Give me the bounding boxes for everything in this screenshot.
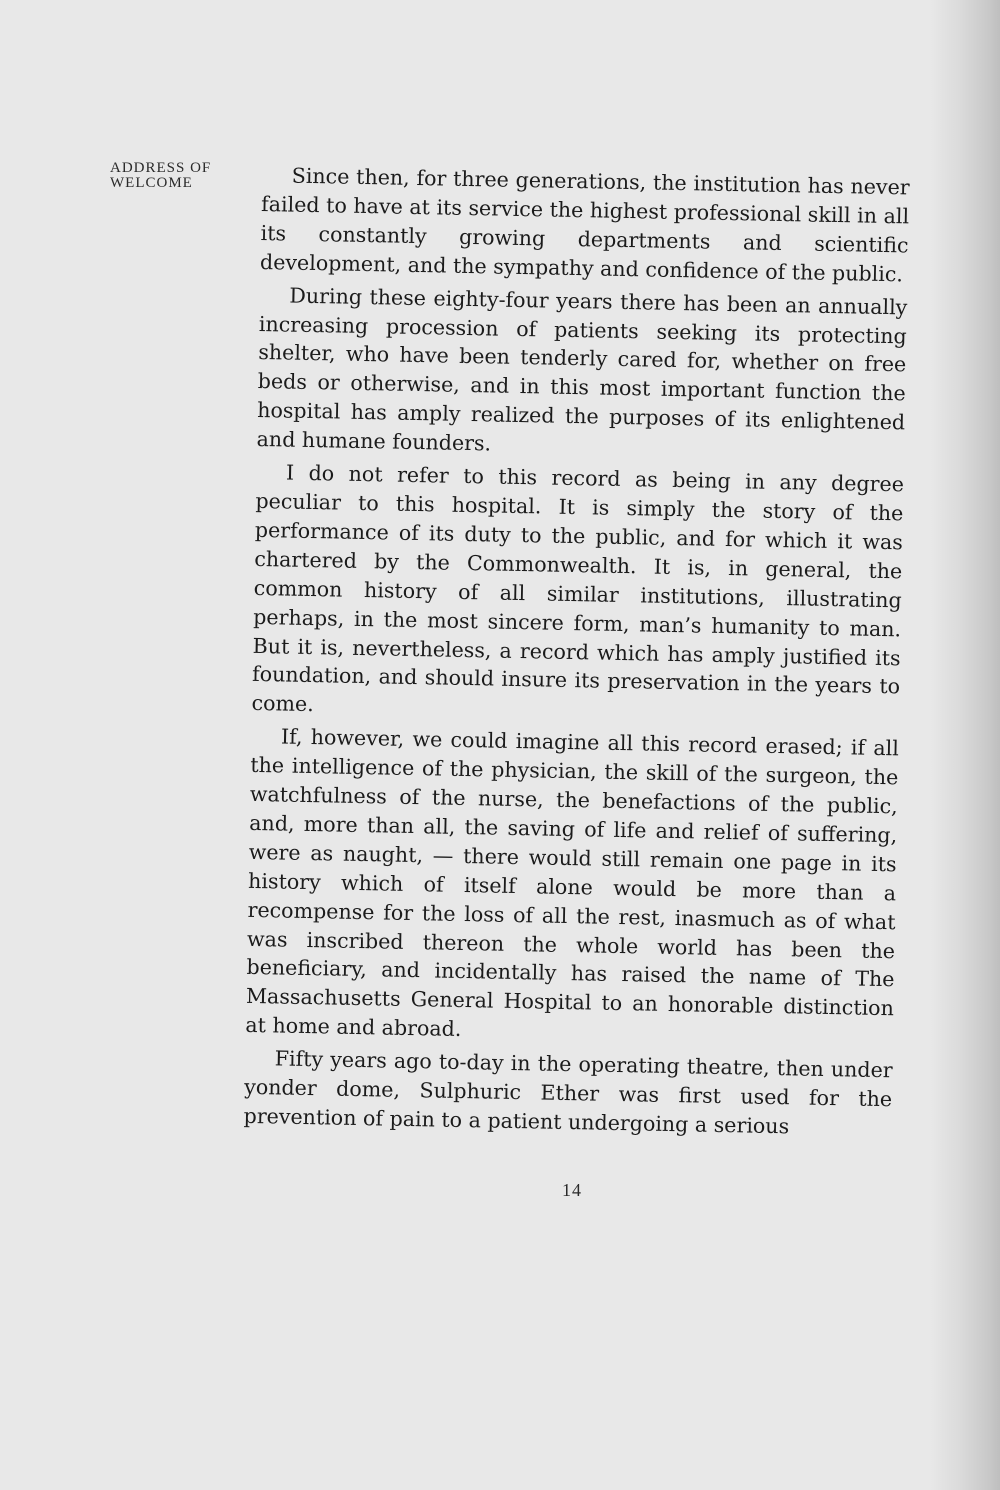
running-side-heading [110, 161, 260, 191]
paragraph-3: I do not refer to this record as being in any degree peculiar to this hospital. It is simply the story of the performance of its duty to the public, and for which it was chartered by the Commonwealth. It is, in general, the common history of all similar institutions, illustrating perhaps, in the most sincere form, man’s humanity to man. But it is, nevertheless, a record which has amply justified its foundation, and should insure its preservation in the years to come. [251, 460, 905, 717]
paragraph-1: Since then, for three generations, the institution has never failed to have at its service the highest professional skill in all its constantly growing departments and scientific development, and the sympathy and confidence of the public. [259, 163, 910, 287]
paragraph-2: During these eighty-four years there has been an annually increasing procession of patients seeking its protecting shelter, who have been tenderly cared for, whether on free beds or otherwise, and in this most important function the hospital has amply realized the purposes of its enlightened and humane founders. [256, 283, 908, 456]
paragraph-5: Fifty years ago to-day in the operating theatre, then under yonder dome, Sulphuric Ether was first used for the prevention of pain to a patient undergoing a serious [243, 1046, 893, 1139]
page-number: 14 [562, 1180, 582, 1200]
side-heading-line-2: WELCOME [110, 175, 193, 191]
body-text [243, 161, 910, 1143]
side-heading-line-1: ADDRESS OF [110, 160, 212, 176]
paragraph-4: If, however, we could imagine all this record erased; if all the intelligence of the physician, the skill of the surgeon, the watchfulness of the nurse, the benefactions of the public, and, more than all, the saving of life and relief of suffering, were as naught, — there would still remain one page in its history which of itself alone would be more than a recompense for the loss of all the rest, inasmuch as of what was inscribed thereon the whole world has been the beneficiary, and incidentally has raised the name of The Massachusetts General Hospital to an honorable distinction at home and abroad. [245, 724, 900, 1042]
